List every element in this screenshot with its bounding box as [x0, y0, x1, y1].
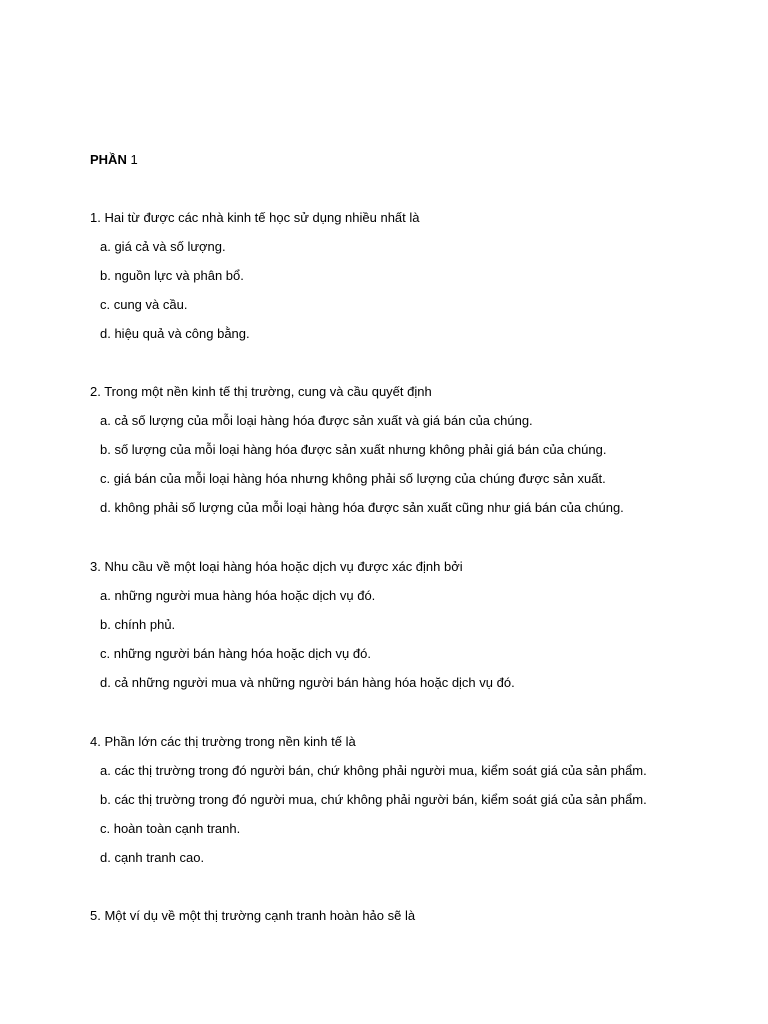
answer-option-b: b. nguồn lực và phân bổ. [100, 268, 244, 283]
question-5 [90, 907, 750, 925]
answer-option-a: a. các thị trường trong đó người bán, chứ không phải người mua, kiểm soát giá của sản phẩm. [100, 763, 647, 778]
section-heading [90, 151, 138, 169]
answer-option-c: c. cung và cầu. [100, 297, 188, 312]
answer-option-d: d. cả những người mua và những người bán hàng hóa hoặc dịch vụ đó. [100, 675, 515, 690]
answer-option-a: a. giá cả và số lượng. [100, 239, 226, 254]
question-text: 2. Trong một nền kinh tế thị trường, cung và cầu quyết định [90, 384, 432, 399]
answer-option-d: d. hiệu quả và công bằng. [100, 326, 250, 341]
answer-option-c: c. hoàn toàn cạnh tranh. [100, 821, 241, 836]
question-text: 5. Một ví dụ về một thị trường cạnh tranh hoàn hảo sẽ là [90, 908, 416, 923]
answer-option-d: d. cạnh tranh cao. [100, 850, 205, 865]
section-heading-label: PHẦN [90, 152, 127, 167]
question-text: 3. Nhu cầu về một loại hàng hóa hoặc dịch vụ được xác định bởi [90, 559, 463, 574]
question-3 [90, 558, 750, 692]
answer-option-b: b. chính phủ. [100, 617, 176, 632]
answer-option-b: b. số lượng của mỗi loại hàng hóa được sản xuất nhưng không phải giá bán của chúng. [100, 442, 607, 457]
answer-option-d: d. không phải số lượng của mỗi loại hàng hóa được sản xuất cũng như giá bán của chúng. [100, 500, 624, 515]
answer-option-b: b. các thị trường trong đó người mua, chứ không phải người bán, kiểm soát giá của sản phẩm. [100, 792, 647, 807]
answer-option-a: a. những người mua hàng hóa hoặc dịch vụ đó. [100, 588, 376, 603]
answer-option-a: a. cả số lượng của mỗi loại hàng hóa được sản xuất và giá bán của chúng. [100, 413, 533, 428]
section-heading-number: 1 [130, 152, 138, 167]
question-text: 4. Phần lớn các thị trường trong nền kinh tế là [90, 734, 356, 749]
question-text: 1. Hai từ được các nhà kinh tế học sử dụng nhiều nhất là [90, 210, 420, 225]
answer-option-c: c. giá bán của mỗi loại hàng hóa nhưng không phải số lượng của chúng được sản xuất. [100, 471, 606, 486]
answer-option-c: c. những người bán hàng hóa hoặc dịch vụ đó. [100, 646, 371, 661]
question-4 [90, 733, 750, 867]
question-2 [90, 383, 750, 517]
question-1 [90, 209, 750, 343]
